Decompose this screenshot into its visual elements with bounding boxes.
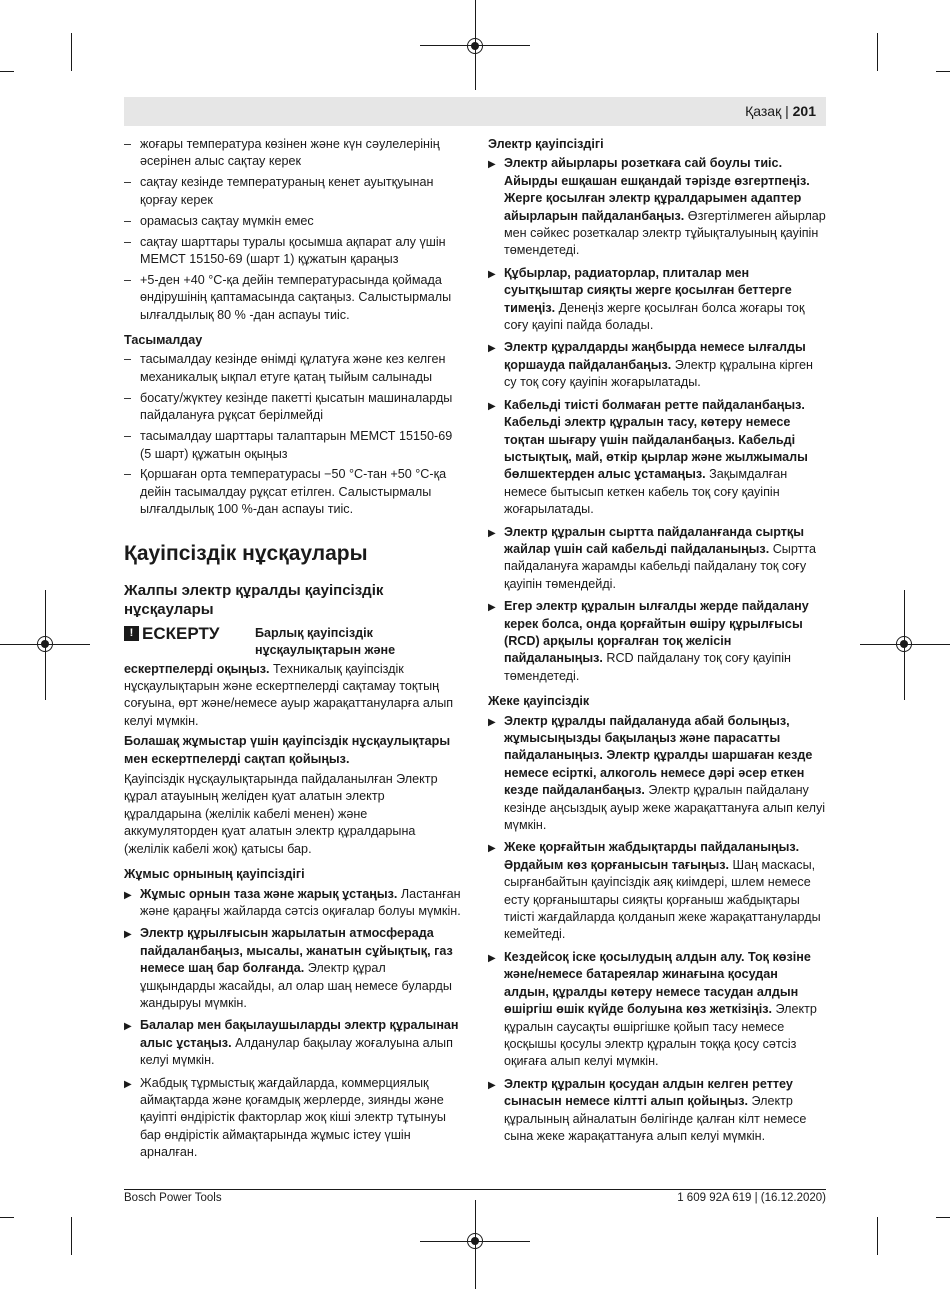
crop-mark [71, 1217, 72, 1255]
list-item-text: Зақымдалған немесе бытысып кеткен кабель тоқ соғу қауіпін жоғарылатады. [504, 467, 788, 517]
list-item [488, 339, 826, 391]
page-number: 201 [792, 103, 816, 119]
crop-mark [936, 71, 950, 72]
list-item-text: Өзгертілмеген айырлар мен сәйкес розеткалар электр тұйықталуының қауіпін төмендетеді. [504, 208, 826, 258]
electric-list [488, 155, 826, 685]
crop-mark [877, 1217, 878, 1255]
crop-mark [0, 71, 14, 72]
warning-bold-cont: ескертпелерді оқыңыз. [124, 661, 270, 676]
warning-block [124, 625, 462, 661]
list-item-bold: Электр құралдарды жаңбырда немесе ылғалды қоршауда пайдаланбаңыз. [504, 340, 806, 372]
list-item: – сақтау шарттары туралы қосымша ақпарат алу үшін МЕМСТ 15150-69 (шарт 1) құжатын қараңыз [124, 234, 462, 269]
transport-list [124, 351, 462, 518]
list-item: – Қоршаған орта температурасы −50 °C-тан +50 °C-қа дейін тасымалдау рұқсат етілген. Салыстырмалы ылғалдылық 100 %-дан аспауы тиіс. [124, 466, 462, 518]
crop-mark [936, 1217, 950, 1218]
keep-text: Қауіпсіздік нұсқаулықтарында пайдаланылған Электр құрал атауының желіден қуат алатын электр құралдарына (желілік кабелі менен) және аккумуляторден қуат алатын электр құралдарына (желілік кабелі жоқ) қатысы бар. [124, 772, 438, 856]
warning-triangle-icon: ! [124, 626, 139, 641]
header-text [745, 103, 816, 119]
list-item: – орамасыз сақтау мүмкін емес [124, 213, 462, 230]
warning-label [124, 625, 219, 642]
list-item [124, 925, 462, 1012]
crop-mark [877, 33, 878, 71]
footer-brand: Bosch Power Tools [124, 1192, 222, 1204]
list-item [488, 397, 826, 519]
crop-mark [0, 1217, 14, 1218]
registration-mark-icon [467, 1233, 483, 1249]
list-item: – сақтау кезінде температураның кенет ауытқуынан қорғау керек [124, 174, 462, 209]
list-item [488, 1076, 826, 1146]
list-item-bold: Электр құралын сыртта пайдаланғанда сыртқы жайлар үшін сай кабельді пайдаланыңыз. [504, 524, 804, 556]
list-item [488, 839, 826, 943]
registration-mark-icon [896, 636, 912, 652]
page-header [124, 97, 826, 126]
general-safety-heading: Жалпы электр құралды қауіпсіздік нұсқаулары [124, 581, 384, 618]
workplace-list [124, 886, 462, 1162]
list-item [488, 598, 826, 685]
list-item-text: Электр құралына кірген су тоқ соғу қауіпін жоғарылатады. [504, 357, 813, 390]
warning-bold-right: Барлық қауіпсіздік нұсқаулықтарын және [255, 625, 396, 658]
list-item-text: Жабдық тұрмыстық жағдайларда, коммерциялық аймақтарда және қоғамдық жерлерде, зиянды және қауіпті өндірістік факторлар жоқ кіші электр тұтынуы бар өндірістік аймақтарында жұмыс істеу үшін арналған. [140, 1075, 446, 1160]
registration-mark-icon [467, 38, 483, 54]
list-item: – тасымалдау шарттары талаптарын МЕМСТ 15150-69 (5 шарт) құжатын оқыңыз [124, 428, 462, 463]
list-item [124, 1017, 462, 1069]
list-item [124, 886, 462, 921]
personal-list [488, 713, 826, 1146]
list-item [124, 1075, 462, 1162]
header-separator: | [785, 103, 789, 119]
header-language: Қазақ [745, 103, 782, 119]
list-item [488, 155, 826, 259]
list-item-text: Алданулар бақылау жоғалуына алып келуі мүмкін. [140, 1035, 453, 1068]
list-item-text: RCD пайдалану тоқ соғу қауіпін төмендетеді. [504, 651, 791, 683]
warning-text: Техникалық қауіпсіздік нұсқаулықтарын және ескертпелерді сақтамау тоқтың соғуына, өрт және/немесе ауыр жарақаттануларға алып келуі мүмкін. [124, 661, 454, 728]
list-item-bold: Балалар мен бақылаушыларды электр құралынан алыс ұстаңыз. [140, 1018, 459, 1050]
registration-mark-icon [37, 636, 53, 652]
list-item-text: Денеңіз жерге қосылған болса жоғары тоқ соғу қауіпі пайда болады. [504, 300, 805, 333]
list-item-text: Ластанған және қараңғы жайларда сәтсіз оқиғалар болуы мүмкін. [140, 886, 461, 918]
footer-rule [124, 1189, 826, 1190]
list-item: – тасымалдау кезінде өнімді құлатуға және кез келген механикалық ықпал етуге қатаң тыйым салынады [124, 351, 462, 386]
list-item: – босату/жүктеу кезінде пакетті қысатын машиналарды пайдалануға рұқсат берілмейді [124, 390, 462, 425]
list-item: – жоғары температура көзінен және күн сәулелерінің әсерінен алыс сақтау керек [124, 136, 462, 171]
footer-docnum: 1 609 92A 619 | (16.12.2020) [677, 1192, 826, 1204]
list-item-bold: Жеке қорғайтын жабдықтарды пайдаланыңыз. Әрдайым көз қорғанысын тағыңыз. [504, 840, 800, 872]
list-item-bold: Құбырлар, радиаторлар, плиталар мен суытқыштар сияқты жерге қосылған беттерге тимеңіз. [504, 265, 792, 315]
safety-heading: Қауіпсіздік нұсқаулары [124, 541, 368, 565]
list-item-bold: Егер электр құралын ылғалды жерде пайдалану керек болса, онда қорғайтын өшіру құрылғысы (RCD) арқылы қорғалған тоқ желісін пайдаланыңыз. [504, 599, 809, 666]
list-item-bold: Кабельді тиісті болмаған ретте пайдаланбаңыз. Кабельді электр құралын тасу, көтеру немесе тоқтан шығару үшін пайдаланбаңыз. Кабельді ыстықтық, май, өткір қырлар және жылжымалы бөлшектерден алыс ұстамаңыз. [504, 397, 808, 482]
list-item-bold: Электр құралын қосудан алдын келген реттеу сынасын немесе кілтті алып қойыңыз. [504, 1076, 793, 1109]
warning-paragraph [124, 661, 462, 731]
list-item-text: Электр құралының айналатын бөлігінде қалған кілт немесе сына жеке жарақаттануға алып келуі мүмкін. [504, 1094, 807, 1143]
electric-title: Электр қауіпсіздігі [488, 137, 604, 151]
list-item-text: Электр құрал ұшқындарды жасайды, ал олар шаң немесе буларды жандыруы мүмкін. [140, 961, 452, 1010]
keep-instructions: Болашақ жұмыстар үшін қауіпсіздік нұсқаулықтары мен ескертпелерді сақтап қойыңыз. [124, 734, 451, 766]
left-column [124, 136, 462, 1167]
list-item-bold: Электр құрылғысын жарылатын атмосферада пайдаланбаңыз, мысалы, жанатын сұйықтық, газ немесе шаң бар болғанда. [140, 926, 453, 976]
list-item-text: Шаң маскасы, сырғанбайтын қауіпсіздік аяқ киімдері, шлем немесе есту қорғаныштары сияқты қорғаныш жабдықтары тиісті жағдайларда қолданып жеке жарақаттануларды кемейтеді. [504, 857, 821, 942]
list-item [488, 524, 826, 594]
list-item [488, 713, 826, 835]
list-item-text: Электр құралын саусақты өшіргішке қойып тасу немесе қосқышы қосулы электр құралын тоққа қосу сәтсіз оқиғаға алып келуі мүмкін. [504, 1002, 817, 1069]
list-item [488, 949, 826, 1071]
right-column [488, 136, 826, 1150]
storage-list [124, 136, 462, 324]
list-item-text: Электр құралын пайдалану кезінде аңсыздық ауыр жеке жарақаттануға алып келуі мүмкін. [504, 783, 826, 833]
list-item-bold: Кездейсоқ іске қосылудың алдын алу. Тоқ көзіне және/немесе батареялар жинағына қосудан алдын, құралды көтеру немесе тасудан алдын өшіргіш өшік күйде болуына көз жеткізіңіз. [504, 949, 811, 1017]
crop-mark [71, 33, 72, 71]
list-item: – +5-ден +40 °C-қа дейін температурасында қоймада өндірушінің қаптамасында сақтаңыз. Салыстырмалы ылғалдылық 80 % -дан аспауы тиіс. [124, 272, 462, 324]
list-item-bold: Электр құралды пайдалануда абай болыңыз, жұмысыңызды бақылаңыз және парасатты пайдаланыңыз. Электр құралды шаршаған кезде немесе есірткі, алкоголь немесе дәрі әсер еткен кезде пайдаланбаңыз. [504, 713, 813, 798]
workplace-title: Жұмыс орнының қауіпсіздігі [124, 867, 305, 882]
warning-label-text: ЕСКЕРТУ [142, 623, 220, 643]
list-item-bold: Электр айырлары розеткаға сай боулы тиіс. Айырды ешқашан ешқандай тәрізде өзгертпеңіз. Жерге қосылған электр құралдарымен адаптер айырларын пайдаланбаңыз. [504, 156, 810, 223]
list-item-bold: Жұмыс орнын таза және жарық ұстаңыз. [140, 886, 398, 901]
list-item [488, 265, 826, 335]
transport-title: Тасымалдау [124, 333, 203, 348]
personal-title: Жеке қауіпсіздік [488, 694, 590, 709]
list-item-text: Сыртта пайдалануға жарамды кабельді пайдалану тоқ соғу қауіпін төмендейді. [504, 541, 816, 591]
